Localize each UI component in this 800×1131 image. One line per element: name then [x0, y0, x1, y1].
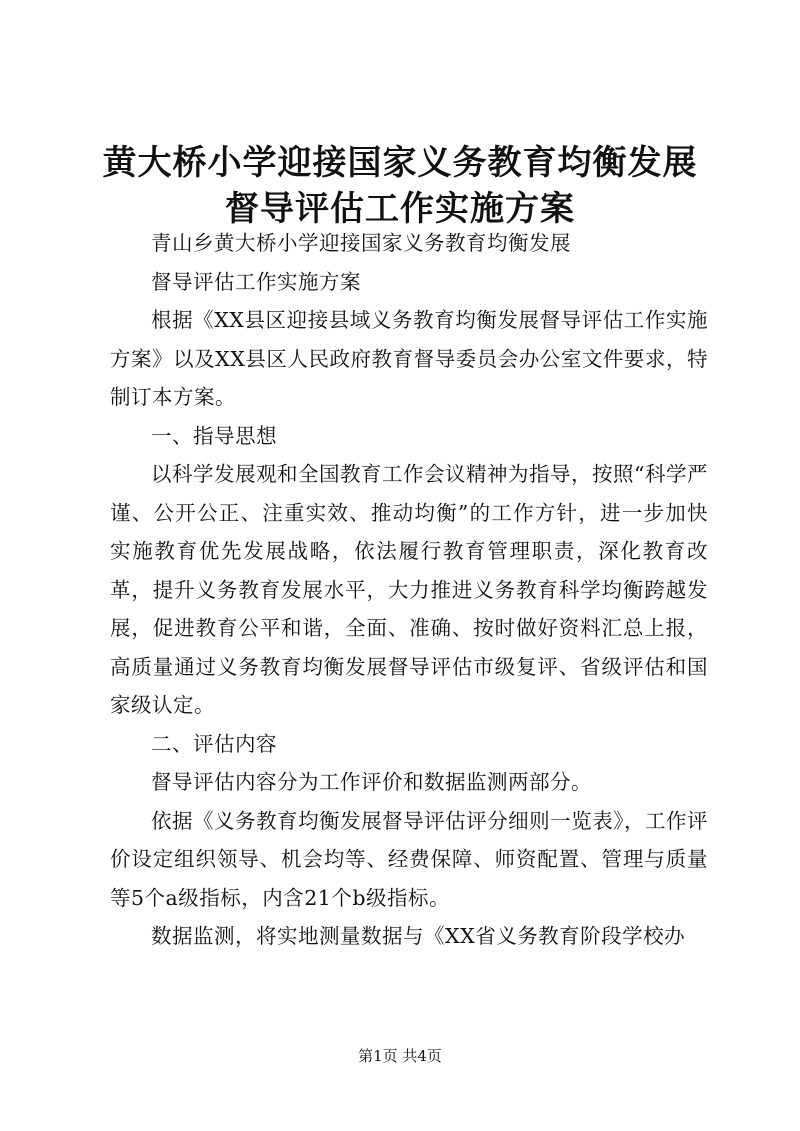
paragraph-subtitle-line-2: 督导评估工作实施方案 [151, 269, 361, 294]
paragraph-data-monitoring: 数据监测，将实地测量数据与《XX省义务教育阶段学校办 [151, 924, 686, 948]
paragraph-subtitle-line-1: 青山乡黄大桥小学迎接国家义务教育均衡发展 [151, 231, 571, 255]
paragraph-guiding-ideology: 以科学发展观和全国教育工作会议精神为指导，按照“科学严谨、公开公正、注重实效、推动均衡”的工作方针，进一步加快实施教育优先发展战略，依法履行教育管理职责，深化教育改革，提升义务教育发展水平，大力推进义务教育科学均衡跨越发展，促进教育公平和谐，全面、准确、按时做好资料汇总上报，高质量通过义务教育均衡发展督导评估市级复评、省级评估和国家级认定。 [110, 462, 708, 717]
paragraph-basis: 根据《XX县区迎接县域义务教育均衡发展督导评估工作实施方案》以及XX县区人民政府教育督导委员会办公室文件要求，特制订本方案。 [110, 308, 708, 409]
page-number: 第1页 共4页 [358, 1047, 442, 1065]
document-title: 黄大桥小学迎接国家义务教育均衡发展督导评估工作实施方案 [102, 143, 698, 229]
section-heading-evaluation-content: 二、评估内容 [151, 731, 277, 756]
paragraph-evaluation-parts: 督导评估内容分为工作评价和数据监测两部分。 [151, 770, 592, 794]
section-heading-guiding-ideology: 一、指导思想 [151, 423, 277, 448]
paragraph-work-evaluation: 依据《义务教育均衡发展督导评估评分细则一览表》，工作评价设定组织领导、机会均等、经费保障、师资配置、管理与质量等5个a级指标，内含21个b级指标。 [110, 808, 708, 910]
document-body [110, 224, 708, 956]
